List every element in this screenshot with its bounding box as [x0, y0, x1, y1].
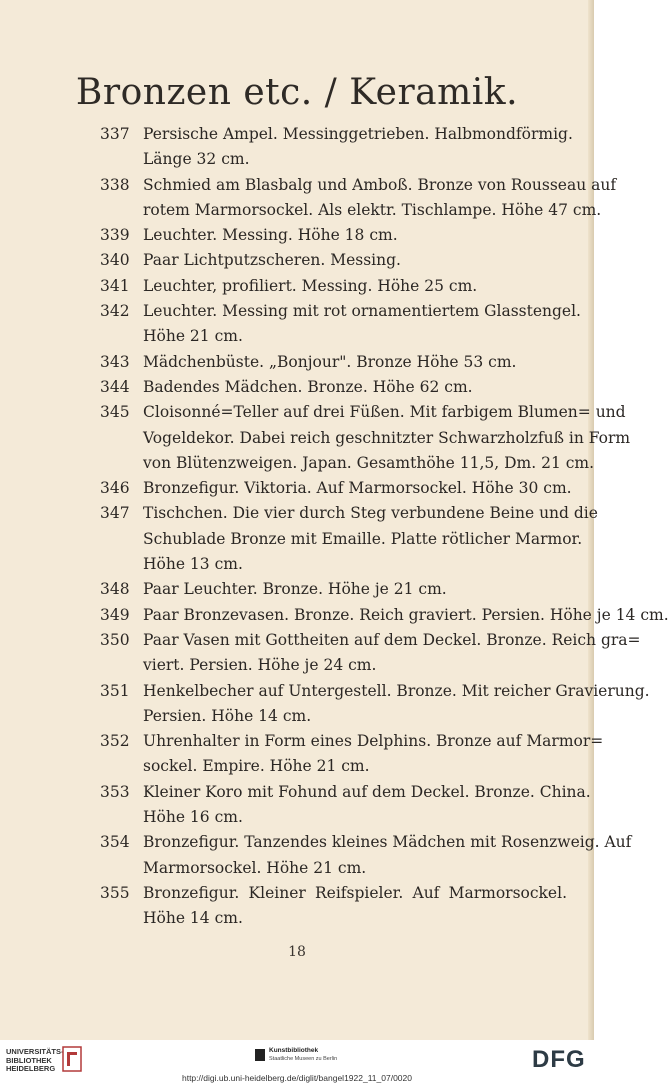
entry-line [0, 603, 669, 628]
entry-text: Paar Lichtputzscheren. Messing. [143, 251, 401, 270]
entry-line [0, 628, 641, 653]
entry-number: 352 [100, 732, 130, 751]
logo-line: BIBLIOTHEK [6, 1055, 52, 1065]
entry-text: Kleiner Koro mit Fohund auf dem Deckel. Bronze. China. [143, 782, 591, 801]
catalog-entry [0, 248, 594, 273]
entry-text: Persien. Höhe 14 cm. [143, 706, 312, 725]
entry-line [0, 501, 598, 526]
entry-text: von Blütenzweigen. Japan. Gesamthöhe 11,5, Dm. 21 cm. [143, 453, 595, 472]
entry-line [0, 299, 594, 324]
catalog-entry [0, 299, 594, 350]
entry-line [0, 527, 594, 552]
catalog-entry [0, 173, 617, 224]
catalog-entry [0, 679, 650, 730]
catalog-entry [0, 577, 594, 602]
entry-text: Höhe 16 cm. [143, 808, 243, 827]
entry-text: Bronzefigur. Viktoria. Auf Marmorsockel. Höhe 30 cm. [143, 479, 572, 498]
entry-number: 348 [100, 580, 130, 599]
catalog-entry [0, 476, 594, 501]
entry-line [0, 324, 594, 349]
entry-number: 354 [100, 833, 130, 852]
catalog-entry [0, 375, 594, 400]
entry-line [0, 223, 594, 248]
catalog-entry [0, 350, 594, 375]
entry-line [0, 400, 626, 425]
entry-line [0, 577, 594, 602]
entry-text: Bronzefigur. Kleiner Reifspieler. Auf Marmorsockel. [143, 883, 567, 902]
catalog-entry [0, 881, 594, 932]
entry-text: Uhrenhalter in Form eines Delphins. Bronze auf Marmor= [143, 732, 604, 751]
entry-text: Persische Ampel. Messinggetrieben. Halbmondförmig. [143, 125, 573, 143]
catalog-entry [0, 400, 631, 476]
catalog-entry [0, 780, 594, 831]
entry-number: 351 [100, 681, 130, 700]
page-title: Bronzen etc. / Keramik. [75, 72, 519, 113]
entry-text: viert. Persien. Höhe je 24 cm. [143, 656, 377, 675]
entry-number: 350 [100, 630, 130, 649]
entry-text: Leuchter, profiliert. Messing. Höhe 25 cm. [143, 276, 478, 295]
entry-text: Paar Bronzevasen. Bronze. Reich graviert. Persien. Höhe je 14 cm. [143, 605, 669, 624]
entry-text: Badendes Mädchen. Bronze. Höhe 62 cm. [143, 377, 473, 396]
entry-text: Paar Leuchter. Bronze. Höhe je 21 cm. [143, 580, 447, 599]
entry-number: 346 [100, 479, 130, 498]
entry-line [0, 704, 594, 729]
entry-line [0, 754, 594, 779]
entry-text: Schublade Bronze mit Emaille. Platte rötlicher Marmor. [143, 529, 583, 548]
catalog-entry [0, 729, 604, 780]
entry-number: 345 [100, 403, 130, 422]
entry-line [0, 881, 594, 906]
entry-text: Marmorsockel. Höhe 21 cm. [143, 858, 367, 877]
logo-line: UNIVERSITÄTS- [6, 1047, 64, 1056]
page-number: 18 [288, 944, 306, 960]
catalog-entry [0, 603, 669, 628]
entry-text: Höhe 14 cm. [143, 909, 243, 928]
catalog-entry [0, 501, 598, 577]
catalog-entry [0, 830, 632, 881]
entry-number: 344 [100, 377, 130, 396]
entry-text: Vogeldekor. Dabei reich geschnitzter Schwarzholzfuß in Form [143, 428, 631, 447]
entry-line [0, 856, 594, 881]
catalog-entry [0, 274, 594, 299]
entry-text: Bronzefigur. Tanzendes kleines Mädchen mit Rosenzweig. Auf [143, 833, 632, 852]
entry-text: sockel. Empire. Höhe 21 cm. [143, 757, 370, 776]
entry-number: 342 [100, 302, 130, 321]
entry-number: 340 [100, 251, 130, 270]
entry-text: Länge 32 cm. [143, 150, 250, 169]
entry-line [0, 805, 594, 830]
entry-text: Höhe 21 cm. [143, 327, 243, 346]
catalog-entry [0, 223, 594, 248]
entry-line [0, 830, 632, 855]
entry-number: 337 [100, 125, 130, 143]
entry-text: Paar Vasen mit Gottheiten auf dem Deckel. Bronze. Reich gra= [143, 630, 641, 649]
entry-line [0, 729, 604, 754]
entry-text: Leuchter. Messing. Höhe 18 cm. [143, 226, 398, 245]
entry-line [0, 653, 594, 678]
entry-line [0, 679, 650, 704]
entry-line [0, 375, 594, 400]
entry-line [0, 147, 594, 172]
entry-text: rotem Marmorsockel. Als elektr. Tischlampe. Höhe 47 cm. [143, 200, 602, 219]
entry-line [0, 274, 594, 299]
entry-line [0, 122, 594, 147]
kunstbibliothek-icon [255, 1049, 265, 1061]
entry-line [0, 198, 602, 223]
entry-text: Leuchter. Messing mit rot ornamentiertem Glasstengel. [143, 302, 581, 321]
entry-list [0, 122, 669, 932]
entry-text: Henkelbecher auf Untergestell. Bronze. Mit reicher Gravierung. [143, 681, 650, 700]
entry-text: Schmied am Blasbalg und Amboß. Bronze von Rousseau auf [143, 175, 617, 194]
entry-line [0, 906, 594, 931]
entry-text: Cloisonné=Teller auf drei Füßen. Mit farbigem Blumen= und [143, 403, 626, 422]
entry-number: 339 [100, 226, 130, 245]
entry-line [0, 173, 617, 198]
entry-line [0, 350, 594, 375]
dfg-logo[interactable]: DFG [532, 1046, 586, 1073]
logo-line: HEIDELBERG [6, 1064, 56, 1073]
entry-number: 355 [100, 883, 130, 902]
entry-text: Mädchenbüste. „Bonjour". Bronze Höhe 53 cm. [143, 352, 517, 371]
entry-line [0, 476, 594, 501]
entry-line [0, 426, 631, 451]
catalog-entry [0, 628, 641, 679]
entry-line [0, 780, 594, 805]
catalog-entry [0, 122, 594, 173]
entry-number: 341 [100, 276, 130, 295]
kunstbibliothek-title: Kunstbibliothek [269, 1047, 319, 1054]
entry-number: 343 [100, 352, 130, 371]
university-seal-icon [62, 1046, 82, 1072]
entry-text: Höhe 13 cm. [143, 555, 243, 574]
entry-line [0, 552, 594, 577]
entry-number: 347 [100, 504, 130, 523]
entry-number: 353 [100, 782, 130, 801]
entry-line [0, 451, 594, 476]
source-url[interactable]: http://digi.ub.uni-heidelberg.de/diglit/bangel1922_11_07/0020 [181, 1073, 412, 1083]
entry-text: Tischchen. Die vier durch Steg verbundene Beine und die [143, 504, 598, 523]
entry-number: 349 [100, 605, 130, 624]
entry-number: 338 [100, 175, 130, 194]
entry-line [0, 248, 594, 273]
kunstbibliothek-subtitle: Staatliche Museen zu Berlin [269, 1056, 338, 1062]
